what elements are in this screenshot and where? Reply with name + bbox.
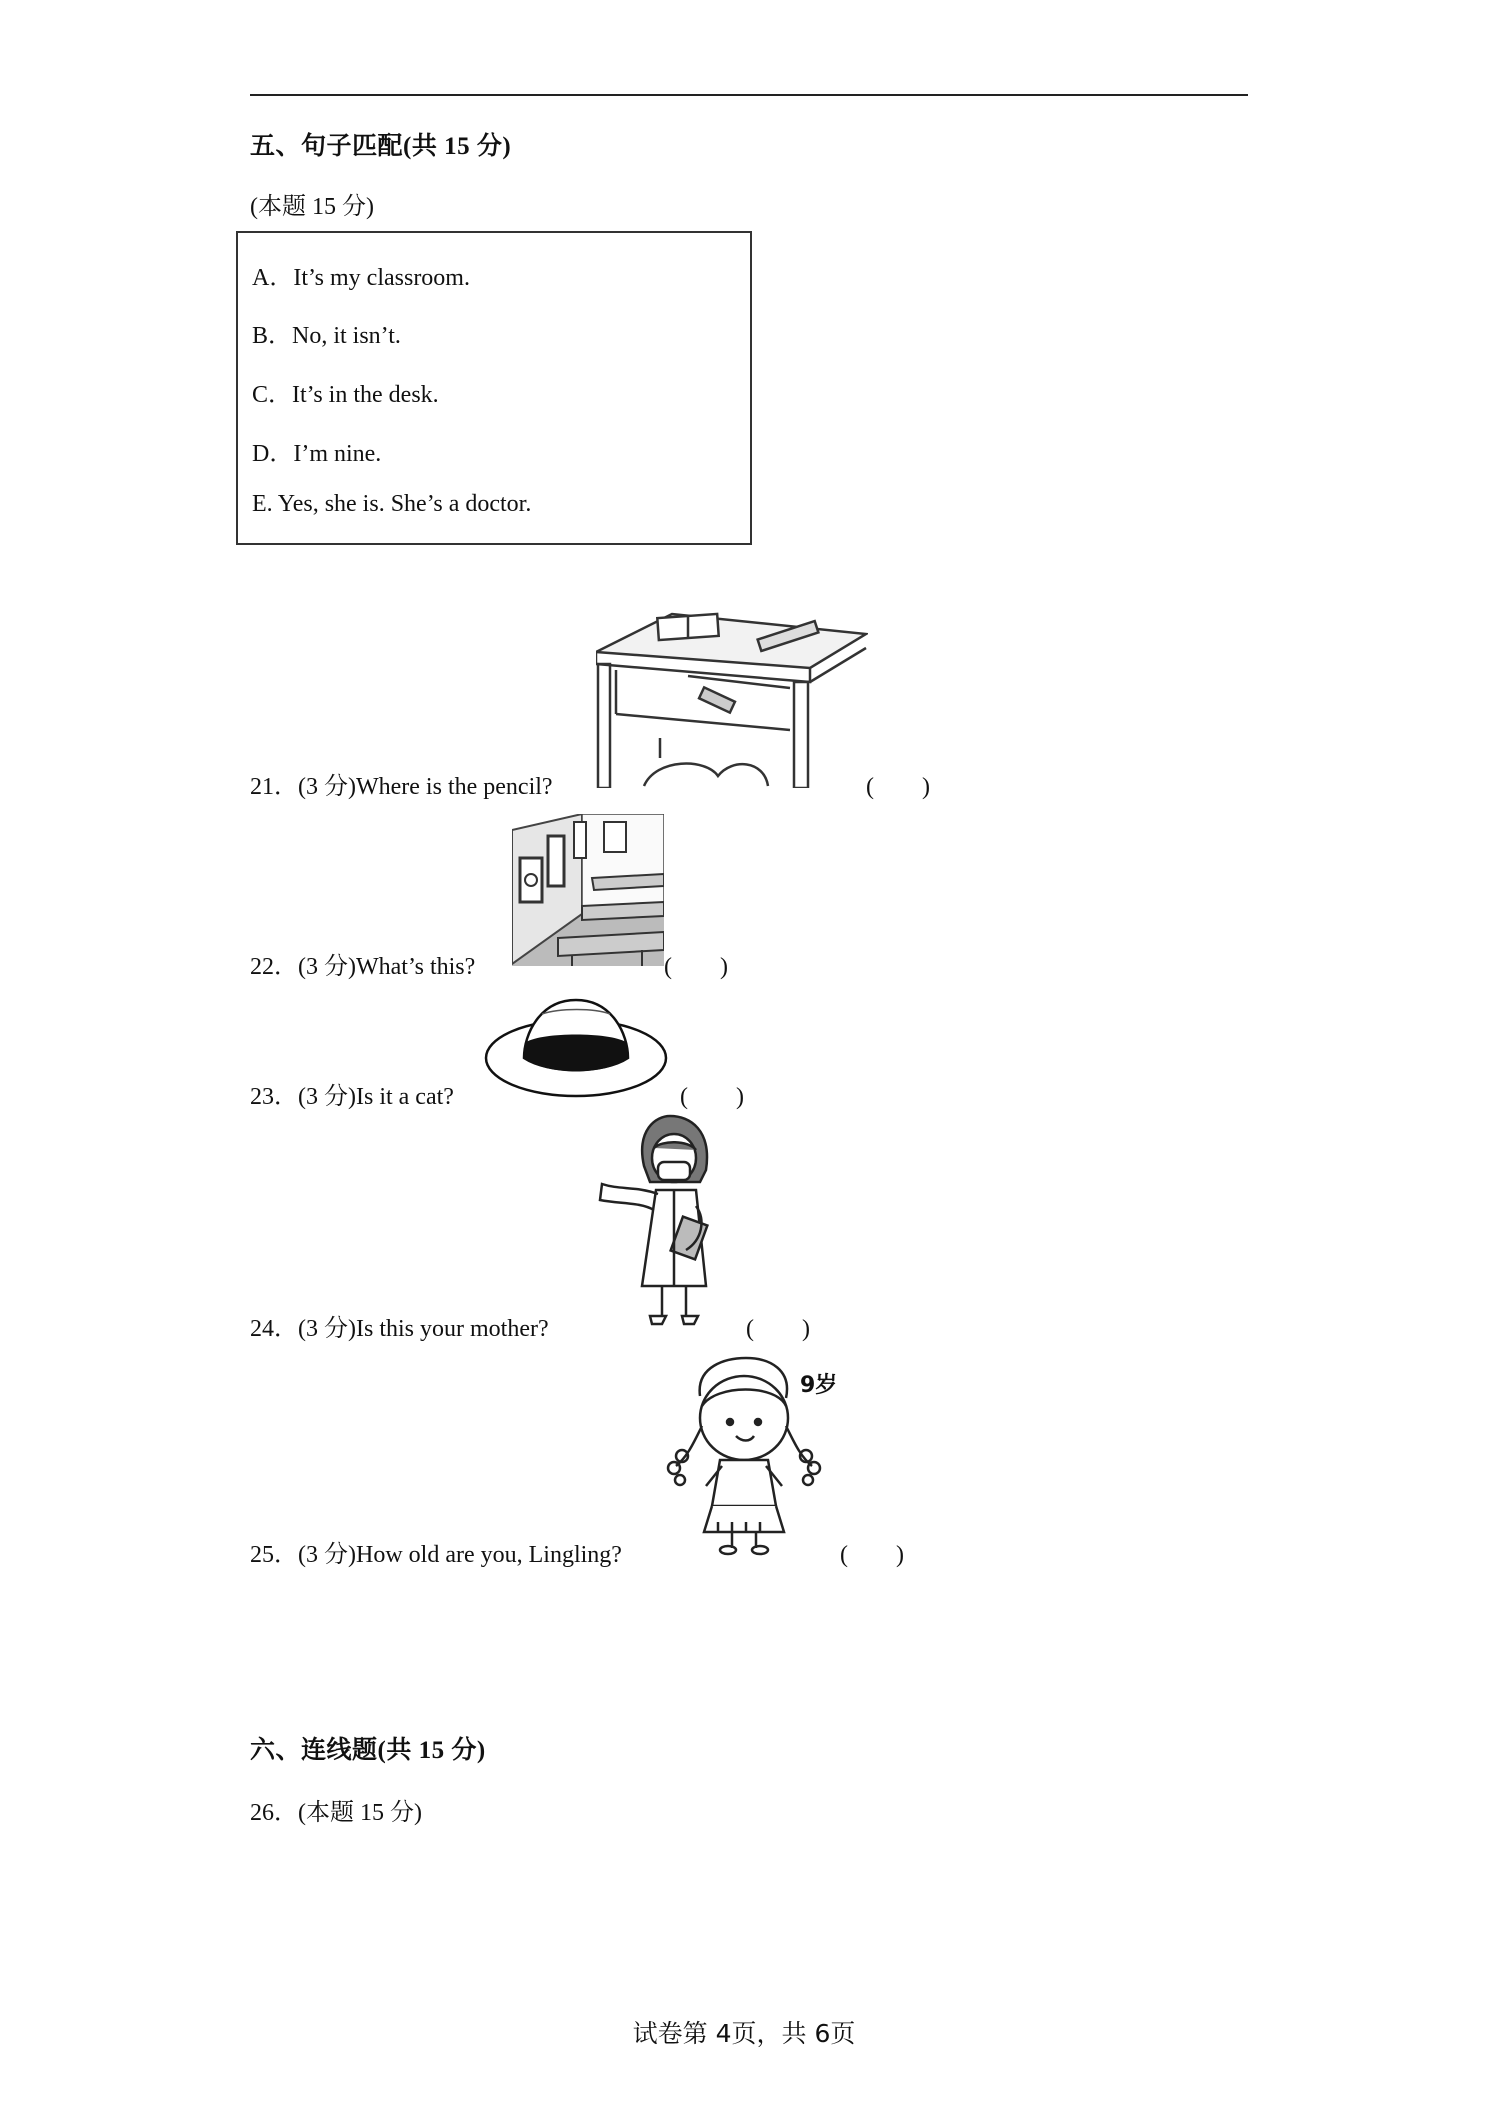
option-c: C．It’s in the desk. bbox=[252, 382, 439, 408]
section5-title: 五、句子匹配(共 15 分) bbox=[250, 133, 512, 160]
question-23: 23．(3 分)Is it a cat? bbox=[250, 1084, 454, 1110]
question-26: 26．(本题 15 分) bbox=[250, 1800, 422, 1826]
options-box bbox=[236, 231, 752, 545]
question-22: 22．(3 分)What’s this? bbox=[250, 954, 476, 980]
section5-note: (本题 15 分) bbox=[250, 194, 374, 220]
answer-blank-22[interactable]: ( ) bbox=[664, 954, 728, 980]
section6-title: 六、连线题(共 15 分) bbox=[250, 1737, 486, 1764]
answer-blank-23[interactable]: ( ) bbox=[680, 1084, 744, 1110]
desk-pencil-picture bbox=[596, 608, 868, 788]
age-label: 9岁 bbox=[800, 1373, 838, 1398]
answer-blank-25[interactable]: ( ) bbox=[840, 1542, 904, 1568]
hat-picture bbox=[484, 994, 668, 1098]
top-rule bbox=[250, 94, 1248, 96]
answer-blank-21[interactable]: ( ) bbox=[866, 774, 930, 800]
answer-blank-24[interactable]: ( ) bbox=[746, 1316, 810, 1342]
page-footer: 试卷第 4页，共 6页 bbox=[632, 2019, 856, 2048]
option-d: D．I’m nine. bbox=[252, 441, 382, 467]
option-e: E. Yes, she is. She’s a doctor. bbox=[252, 491, 532, 517]
doctor-girl-picture bbox=[596, 1110, 732, 1328]
question-25: 25．(3 分)How old are you, Lingling? bbox=[250, 1542, 622, 1568]
question-21: 21．(3 分)Where is the pencil? bbox=[250, 774, 553, 800]
option-b: B．No, it isn’t. bbox=[252, 323, 401, 349]
lingling-girl-picture bbox=[666, 1356, 848, 1556]
classroom-picture bbox=[512, 814, 664, 966]
question-24: 24．(3 分)Is this your mother? bbox=[250, 1316, 549, 1342]
option-a: A．It’s my classroom. bbox=[252, 265, 470, 291]
